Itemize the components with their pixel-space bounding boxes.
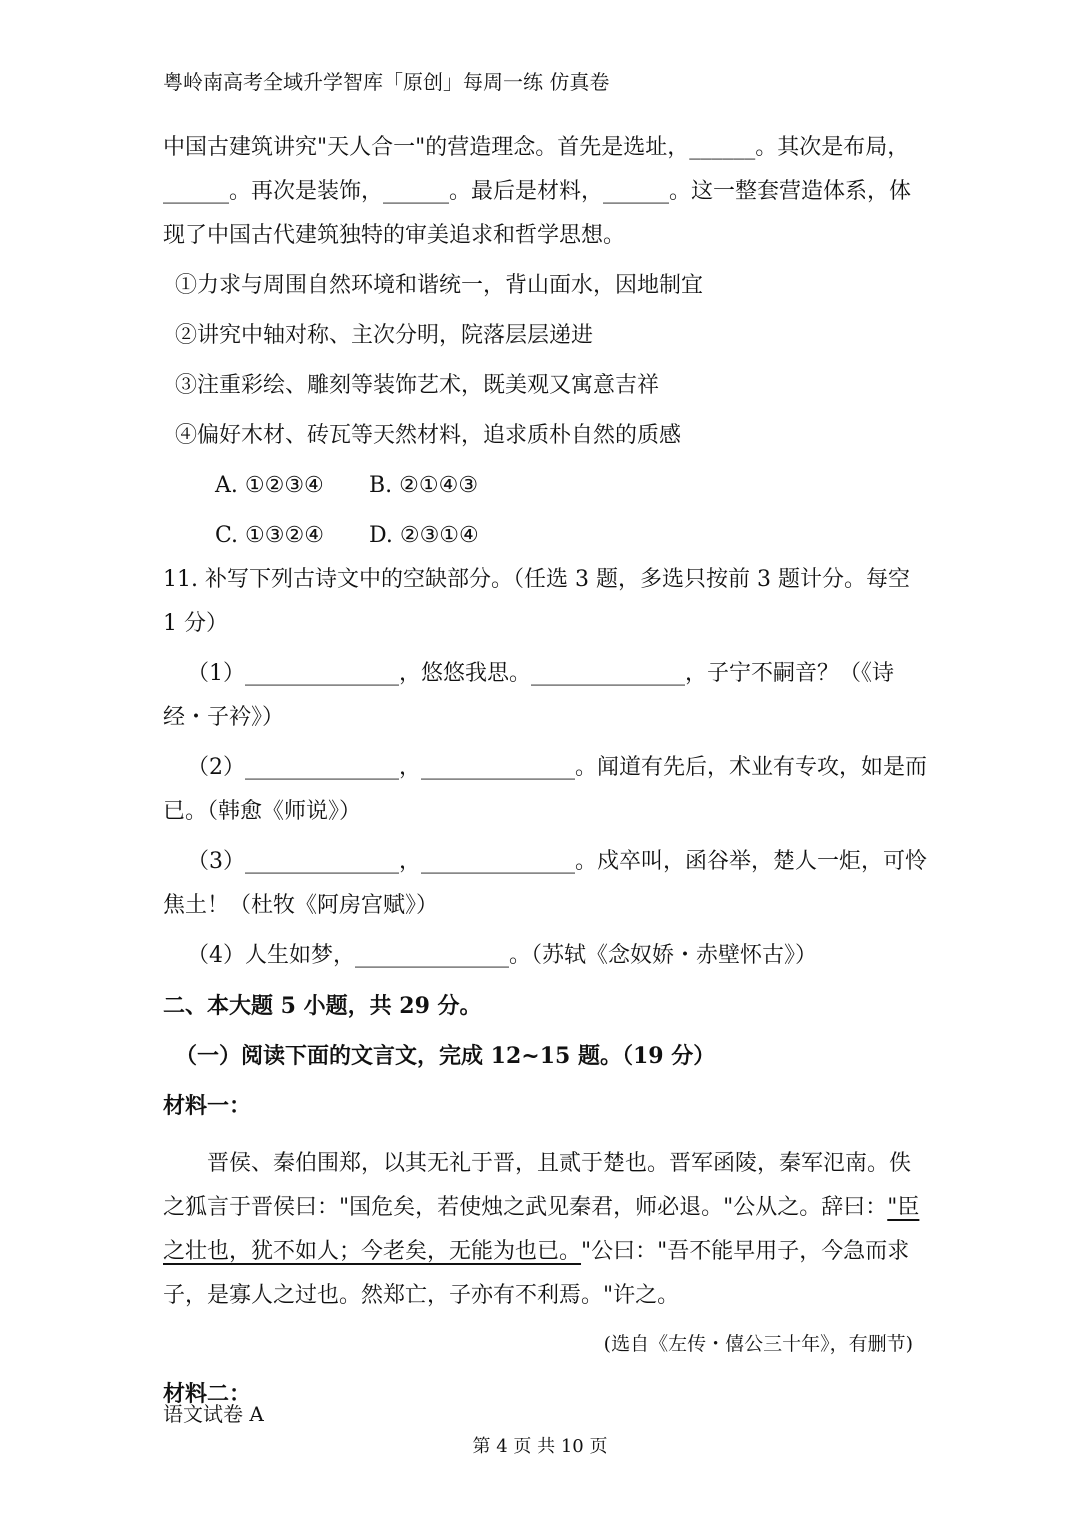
option-a: A. ①②③④ — [215, 473, 324, 498]
q10-options-row-1 — [163, 464, 913, 508]
q11-part-1-line-1: （1）______________，悠悠我思。______________，子宁不嗣音？（《诗 — [187, 661, 894, 686]
option-c: C. ①③②④ — [215, 523, 324, 548]
material-1-line-3-text: "公曰："吾不能早用子，今急而求 — [581, 1239, 910, 1264]
page-content — [163, 126, 927, 1416]
q10-item-1: ①力求与周围自然环境和谐统一，背山面水，因地制宜 — [175, 273, 704, 298]
material-1-line-1: 晋侯、秦伯围郑，以其无礼于晋，且贰于楚也。晋军函陵，秦军氾南。佚 — [207, 1151, 912, 1176]
q11-part-4: （4）人生如梦，______________。（苏轼《念奴娇・赤壁怀古》） — [187, 943, 817, 968]
section-2-subtitle: （一）阅读下面的文言文，完成 12~15 题。（19 分） — [175, 1043, 716, 1069]
q10-options-row-2 — [163, 514, 913, 558]
question-10 — [163, 126, 913, 558]
q11-part-3-line-1: （3）______________，______________。戍卒叫，函谷举，楚人一炬，可怜 — [187, 849, 927, 874]
material-1-text — [163, 1142, 920, 1318]
material-1-label: 材料一： — [163, 1093, 252, 1119]
option-b: B. ②①④③ — [369, 473, 479, 498]
question-11 — [163, 558, 927, 978]
page-number: 第 4 页 共 10 页 — [472, 1436, 608, 1457]
q10-item-2: ②讲究中轴对称、主次分明，院落层层递进 — [175, 323, 594, 348]
q10-passage-line-3: 现了中国古代建筑独特的审美追求和哲学思想。 — [163, 223, 626, 248]
material-2-label: 材料二： — [163, 1381, 252, 1407]
q11-part-1-line-2: 经・子衿》） — [163, 705, 285, 730]
material-1-line-2 — [163, 1186, 920, 1230]
q11-part-2-line-1: （2）______________，______________。闻道有先后，术业有专攻，如是而 — [187, 755, 927, 780]
q11-title-line-2: 1 分） — [163, 611, 228, 636]
q10-passage-line-2: ______。再次是装饰，______。最后是材料，______。这一整套营造体系，体 — [163, 179, 912, 204]
q10-item-4: ④偏好木材、砖瓦等天然材料，追求质朴自然的质感 — [175, 423, 682, 448]
material-1-line-3 — [163, 1230, 913, 1274]
exam-name: 语文试卷 A — [163, 1402, 264, 1426]
underlined-quote-start: "臣 — [887, 1195, 920, 1220]
q11-title-line-1: 11. 补写下列古诗文中的空缺部分。（任选 3 题，多选只按前 3 题计分。每空 — [163, 567, 910, 592]
underlined-quote: 之壮也，犹不如人；今老矣，无能为也已。 — [163, 1239, 582, 1264]
section-2-title: 二、本大题 5 小题，共 29 分。 — [163, 993, 482, 1019]
q11-part-3-line-2: 焦土！（杜牧《阿房宫赋》） — [163, 893, 439, 918]
material-1-source: (选自《左传・僖公三十年》，有删节) — [603, 1333, 913, 1355]
page-header: 粤岭南高考全域升学智库「原创」每周一练 仿真卷 — [163, 70, 610, 94]
q10-item-3: ③注重彩绘、雕刻等装饰艺术，既美观又寓意吉祥 — [175, 373, 660, 398]
q10-passage-line-1: 中国古建筑讲究"天人合一"的营造理念。首先是选址，______。其次是布局， — [163, 135, 910, 160]
q11-part-2-line-2: 已。（韩愈《师说》） — [163, 799, 362, 824]
material-1-line-2-text: 之狐言于晋侯曰："国危矣，若使烛之武见秦君，师必退。"公从之。辞曰： — [163, 1195, 888, 1220]
option-d: D. ②③①④ — [369, 523, 479, 548]
material-1-line-4: 子，是寡人之过也。然郑亡，子亦有不利焉。"许之。 — [163, 1283, 680, 1308]
